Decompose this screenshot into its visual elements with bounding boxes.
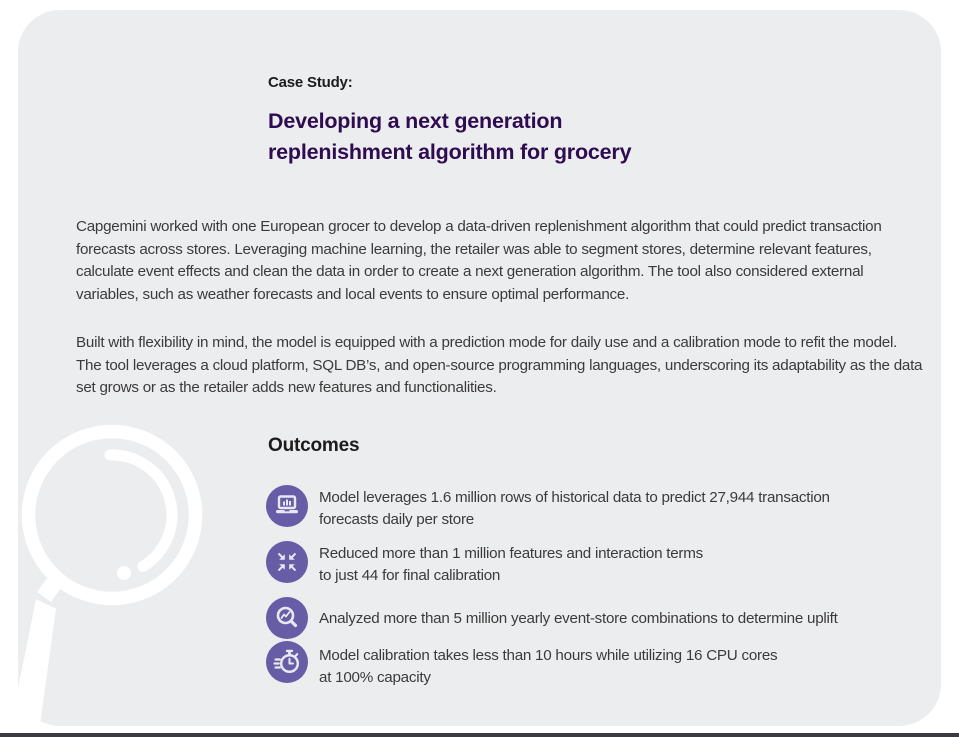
stopwatch-icon	[266, 641, 308, 683]
bottom-page-edge	[0, 733, 959, 737]
outcome-item-1-text: Model leverages 1.6 million rows of historical data to predict 27,944 transaction forecasts daily per store	[319, 489, 830, 528]
outcome-item-3-text: Analyzed more than 5 million yearly event-store combinations to determine uplift	[319, 610, 838, 627]
page-title-line2: replenishment algorithm for grocery	[268, 140, 632, 164]
reduce-arrows-icon	[266, 541, 308, 583]
laptop-analytics-icon	[266, 485, 308, 527]
case-study-card	[18, 10, 941, 726]
page-title-line1: Developing a next generation	[268, 109, 563, 133]
magnifier-chart-icon	[266, 597, 308, 639]
case-study-eyebrow: Case Study:	[268, 74, 353, 91]
page-title	[268, 106, 631, 168]
outcomes-heading: Outcomes	[268, 435, 360, 456]
body-paragraph-1: Capgemini worked with one European grocer to develop a data-driven replenishment algorithm that could predict transaction forecasts across stores. Leveraging machine learning, the retailer was able to segment stores, determine relevant features, calculate event effects and clean the data in order to create a next generation algorithm. The tool also considered external variables, such as weather forecasts and local events to ensure optimal performance.	[76, 218, 882, 303]
body-paragraph-2: Built with flexibility in mind, the model is equipped with a prediction mode for daily use and a calibration mode to refit the model. The tool leverages a cloud platform, SQL DB’s, and open-source programming languages, underscoring its adaptability as the data set grows or as the retailer adds new features and functionalities.	[76, 334, 923, 397]
outcome-item-4-text: Model calibration takes less than 10 hours while utilizing 16 CPU cores at 100% capacity	[319, 647, 778, 686]
outcome-item-2-text: Reduced more than 1 million features and interaction terms to just 44 for final calibration	[319, 545, 703, 584]
